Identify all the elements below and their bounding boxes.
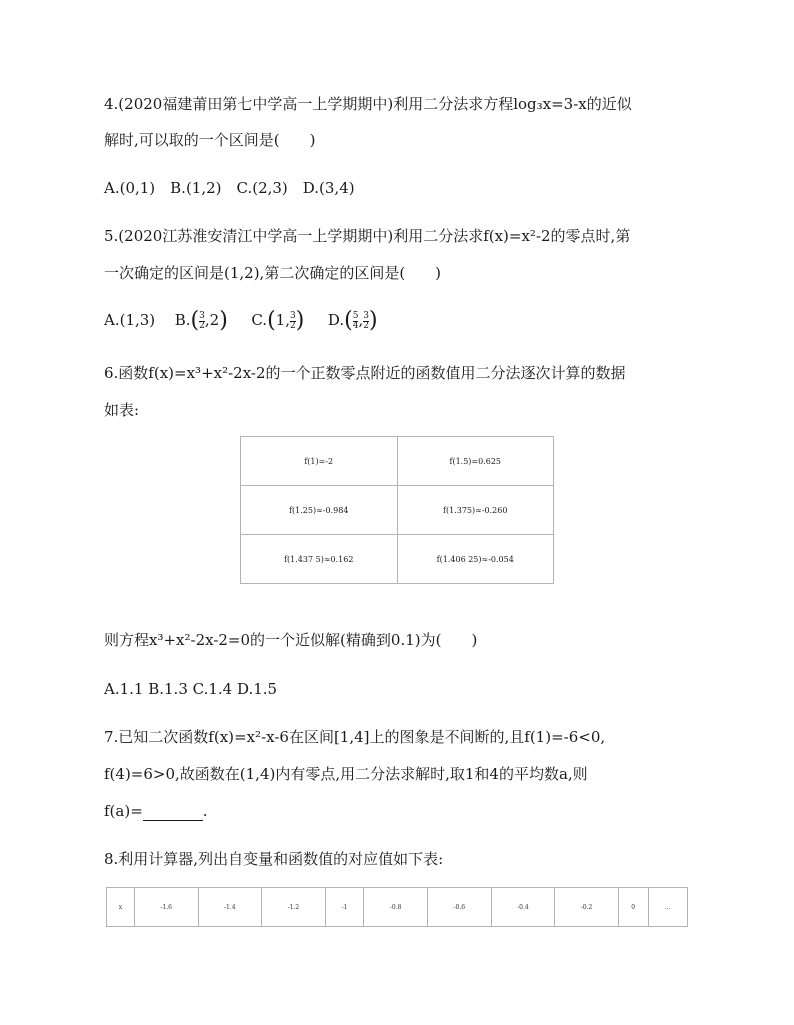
q7-stem-line2: f(4)=6>0,故函数在(1,4)内有零点,用二分法求解时,取1和4的平均数a,则	[104, 765, 588, 783]
q5-option-a: A.(1,3)	[104, 311, 156, 329]
table-cell: -1	[325, 888, 364, 927]
table-cell: f(1.437 5)≈0.162	[241, 535, 398, 584]
q6-stem-line2: 如表:	[104, 401, 140, 419]
table-cell: -0.2	[555, 888, 619, 927]
q6-options: A.1.1 B.1.3 C.1.4 D.1.5	[104, 680, 278, 698]
table-cell: f(1)=-2	[241, 437, 398, 486]
q5-stem-line2: 一次确定的区间是(1,2),第二次确定的区间是( )	[104, 264, 442, 282]
q5-stem-line1: 5.(2020江苏淮安清江中学高一上学期期中)利用二分法求f(x)=x²-2的零点时,第	[104, 227, 631, 245]
table-cell: -0.6	[427, 888, 491, 927]
table-row	[241, 486, 554, 535]
q7-fa-label: f(a)=	[104, 802, 143, 820]
q7-period: .	[202, 802, 208, 820]
q7-stem-line1: 7.已知二次函数f(x)=x²-x-6在区间[1,4]上的图象是不间断的,且f(1)=-6<0,	[104, 728, 606, 746]
q8-stem-line1: 8.利用计算器,列出自变量和函数值的对应值如下表:	[104, 850, 444, 868]
q4-options: A.(0,1) B.(1,2) C.(2,3) D.(3,4)	[104, 179, 355, 197]
table-cell: f(1.375)≈-0.260	[397, 486, 554, 535]
table-cell: f(1.25)≈-0.984	[241, 486, 398, 535]
table-cell: f(1.5)=0.625	[397, 437, 554, 486]
q5-options	[104, 310, 378, 331]
table-cell: -1.4	[198, 888, 262, 927]
q6-question-line: 则方程x³+x²-2x-2=0的一个近似解(精确到0.1)为( )	[104, 631, 478, 649]
table-cell: -0.4	[491, 888, 555, 927]
table-cell: -0.8	[364, 888, 428, 927]
q7-answer-blank[interactable]	[143, 806, 203, 821]
q5-option-c: C.(1, $\frac{3}{2}$ )	[251, 308, 305, 333]
q4-stem-line1: 4.(2020福建莆田第七中学高一上学期期中)利用二分法求方程log₃x=3-x的近似	[104, 95, 632, 113]
q5-option-b: B.( $\frac{3}{2}$ ,2)	[174, 308, 228, 333]
table-cell: …	[648, 888, 687, 927]
q6-data-table	[240, 436, 554, 584]
q6-stem-line1: 6.函数f(x)=x³+x²-2x-2的一个正数零点附近的函数值用二分法逐次计算的数据	[104, 364, 626, 382]
table-cell: -1.2	[262, 888, 326, 927]
table-cell: x	[107, 888, 135, 927]
q5-option-d: D.( $\frac{5}{4}$ , $\frac{3}{2}$ )	[327, 308, 378, 333]
q4-stem-line2: 解时,可以取的一个区间是( )	[104, 131, 316, 149]
table-row	[241, 535, 554, 584]
table-cell: f(1.406 25)≈-0.054	[397, 535, 554, 584]
table-row	[241, 437, 554, 486]
table-cell: -1.6	[134, 888, 198, 927]
q8-data-table	[106, 887, 688, 927]
q7-stem-line3	[104, 801, 208, 821]
table-row	[107, 888, 688, 927]
table-cell: 0	[618, 888, 648, 927]
